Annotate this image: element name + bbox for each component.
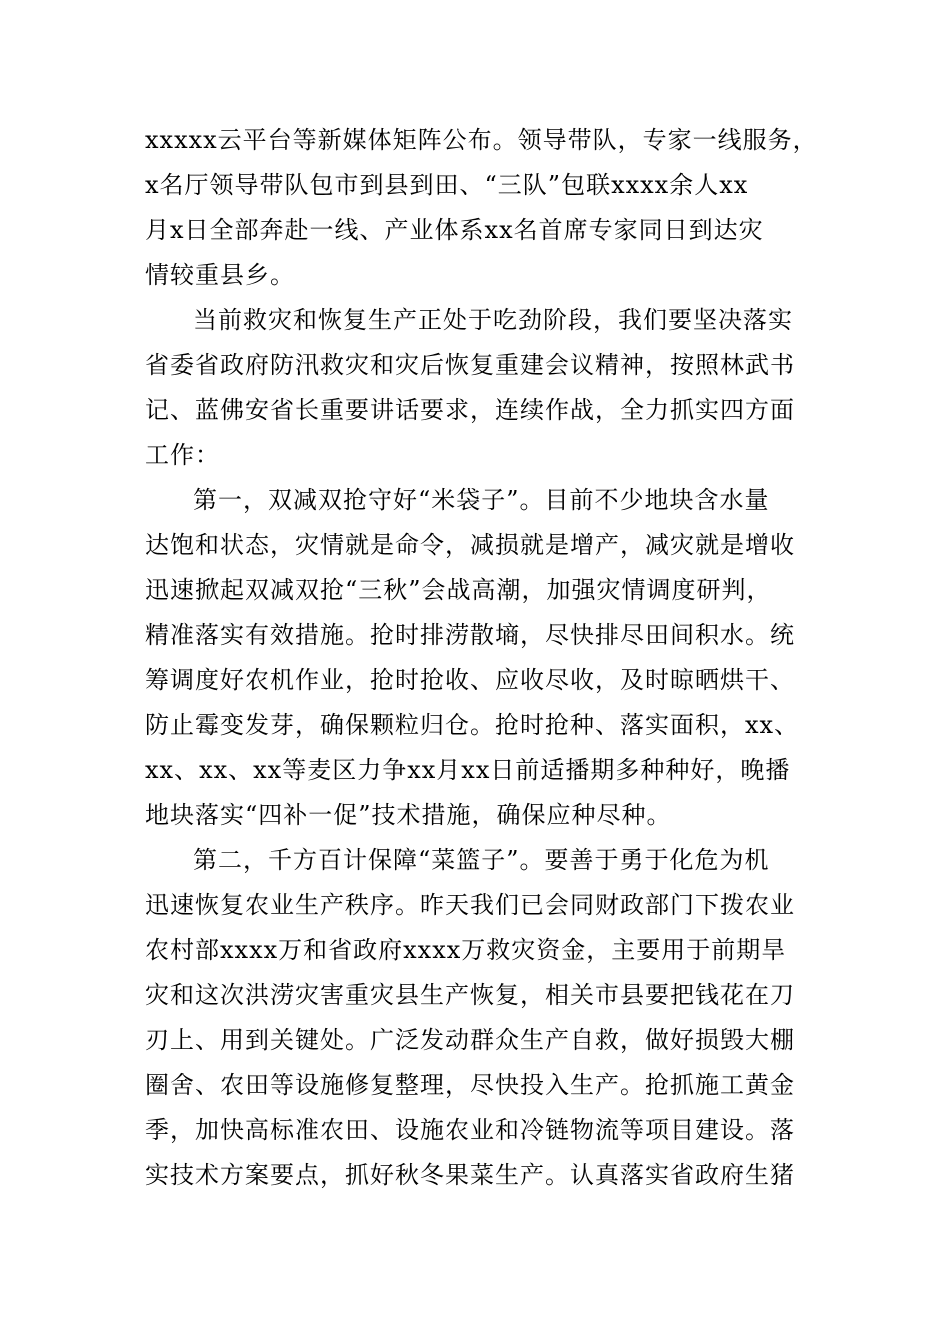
text-line: 防止霉变发芽，确保颗粒归仓。抢时抢种、落实面积，xx、 — [145, 711, 800, 739]
text-line: 季，加快高标准农田、设施农业和冷链物流等项目建设。落 — [145, 1116, 795, 1144]
paragraph-2 — [145, 298, 825, 478]
text-line: 第二，千方百计保障“菜篮子”。要善于勇于化危为机 — [193, 846, 770, 874]
text-line: 达饱和状态，灾情就是命令，减损就是增产，减灾就是增收 — [145, 531, 795, 559]
document-body — [145, 118, 825, 1198]
text-line: 月x日全部奔赴一线、产业体系xx名首席专家同日到达灾 — [145, 216, 764, 244]
text-line: 筹调度好农机作业，抢时抢收、应收尽收，及时晾晒烘干、 — [145, 666, 795, 694]
text-line: 情较重县乡。 — [145, 261, 295, 289]
text-line: 刃上、用到关键处。广泛发动群众生产自救，做好损毁大棚 — [145, 1026, 795, 1054]
text-line: 第一，双减双抢守好“米袋子”。目前不少地块含水量 — [193, 486, 770, 514]
text-line: 当前救灾和恢复生产正处于吃劲阶段，我们要坚决落实 — [193, 306, 793, 334]
text-line: 工作： — [145, 441, 220, 469]
text-line: 地块落实“四补一促”技术措施，确保应种尽种。 — [145, 801, 672, 829]
text-line: 省委省政府防汛救灾和灾后恢复重建会议精神，按照林武书 — [145, 351, 795, 379]
text-line: 圈舍、农田等设施修复整理，尽快投入生产。抢抓施工黄金 — [145, 1071, 795, 1099]
paragraph-3 — [145, 478, 825, 838]
text-line: x名厅领导带队包市到县到田、“三队”包联xxxx余人xx — [145, 171, 749, 199]
text-line: 精准落实有效措施。抢时排涝散墒，尽快排尽田间积水。统 — [145, 621, 795, 649]
text-line: 迅速掀起双减双抢“三秋”会战高潮，加强灾情调度研判， — [145, 576, 772, 604]
text-line: 记、蓝佛安省长重要讲话要求，连续作战，全力抓实四方面 — [145, 396, 795, 424]
paragraph-1 — [145, 118, 825, 298]
text-line: 农村部xxxx万和省政府xxxx万救灾资金，主要用于前期旱 — [145, 936, 787, 964]
text-line: xxxxx云平台等新媒体矩阵公布。领导带队，专家一线服务， — [145, 126, 818, 154]
text-line: 迅速恢复农业生产秩序。昨天我们已会同财政部门下拨农业 — [145, 891, 795, 919]
text-line: 实技术方案要点，抓好秋冬果菜生产。认真落实省政府生猪 — [145, 1161, 795, 1189]
text-line: xx、xx、xx等麦区力争xx月xx日前适播期多种种好，晚播 — [145, 756, 791, 784]
paragraph-4 — [145, 838, 825, 1198]
text-line: 灾和这次洪涝灾害重灾县生产恢复，相关市县要把钱花在刀 — [145, 981, 795, 1009]
